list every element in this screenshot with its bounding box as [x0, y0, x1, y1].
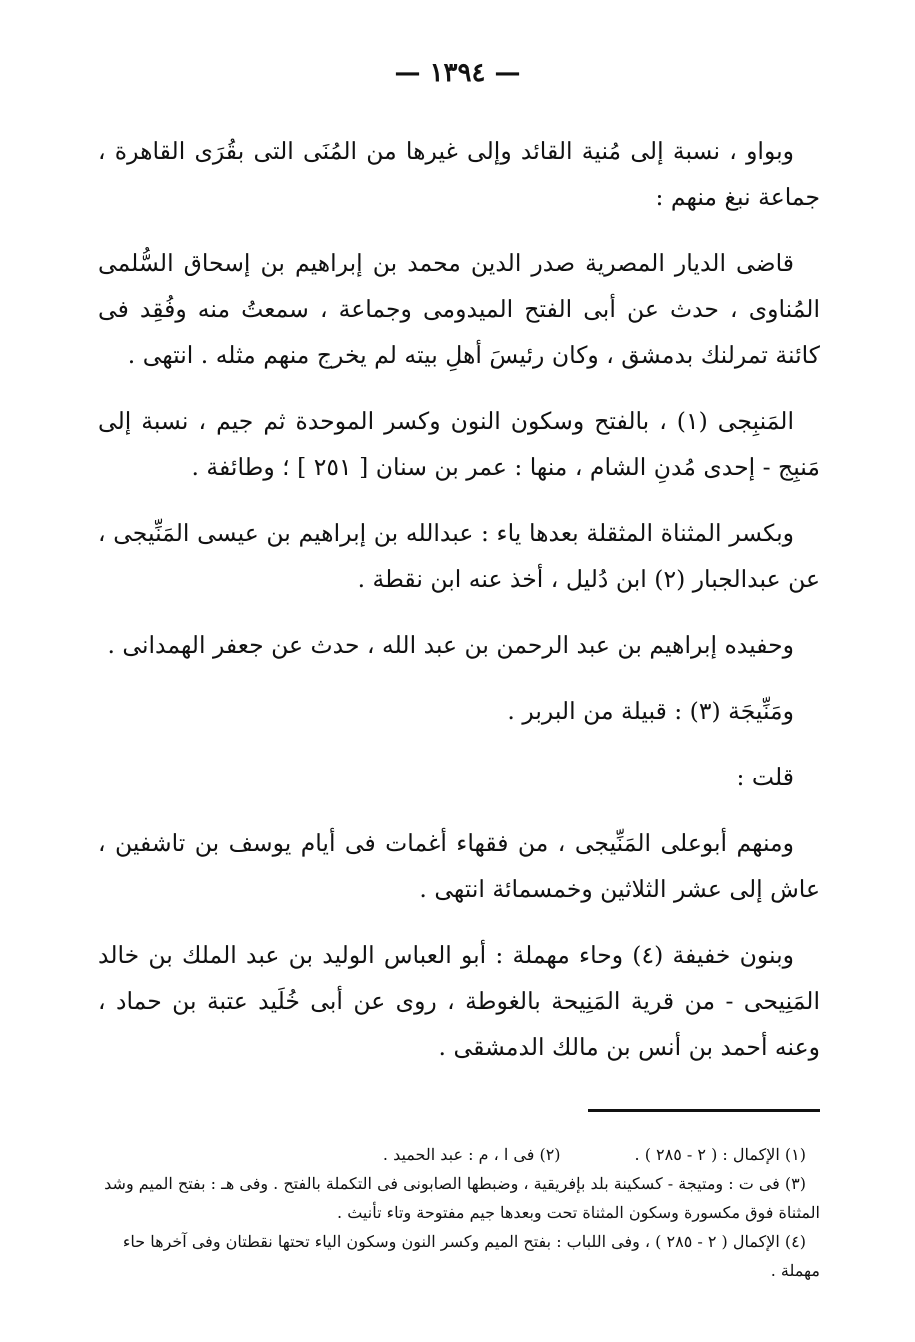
paragraph-mannija-tribe: ومَنِّيجَة (٣) : قبيلة من البربر . — [507, 697, 794, 725]
footnote-1: (١) الإكمال : ( ٢ - ٢٨٥ ) . — [634, 1145, 806, 1164]
paragraph-hafiduhu: وحفيده إبراهيم بن عبد الرحمن بن عبد الله ، حدث عن جعفر الهمدانى . — [107, 631, 794, 659]
paragraph-qadi-munawi: قاضى الديار المصرية صدر الدين محمد بن إبراهيم بن إسحاق السُّلمى المُناوى ، حدث عن أبى الفتح الميدومى وجماعة ، سمعتُ منه وفُقِد فى كائنة تمرلنك بدمشق ، وكان رئيسَ أهلِ بيته لم يخرج منهم مثله . انتهى . — [98, 249, 820, 369]
footnote-row-1-2 — [98, 1140, 820, 1169]
paragraph-abdallah-manniji: وبكسر المثناة المثقلة بعدها ياء : عبدالله بن إبراهيم بن عيسى المَنِّيجى ، عن عبدالجبار (٢) ابن دُليل ، أخذ عنه ابن نقطة . — [98, 519, 820, 593]
page-number: — ١٣٩٤ — — [394, 58, 521, 88]
footnote-4: (٤) الإكمال ( ٢ - ٢٨٥ ) ، وفى اللباب : بفتح الميم وكسر النون وسكون الياء تحتها نقطتان وفى آخرها حاء مهملة . — [122, 1232, 820, 1280]
paragraph-abu-ali: ومنهم أبوعلى المَنِّيجى ، من فقهاء أغمات فى أيام يوسف بن تاشفين ، عاش إلى عشر الثلاثين وخمسمائة انتهى . — [98, 829, 820, 903]
footnotes — [98, 1140, 820, 1285]
footnote-3: (٣) فى ت : ومتيجة - كسكينة بلد بإفريقية ، وضبطها الصابونى فى التكملة بالفتح . وفى هـ : بفتح الميم وشد المثناة فوق مكسورة وسكون المثناة تحت وبعدها جيم مفتوحة وتاء تأنيث . — [104, 1174, 820, 1222]
footnote-2: (٢) فى ا ، م : عبد الحميد . — [382, 1145, 561, 1164]
main-text — [98, 128, 820, 1090]
paragraph-qultu: قلت : — [736, 763, 794, 791]
paragraph-munya: وبواو ، نسبة إلى مُنية القائد وإلى غيرها من المُنَى التى بقُرَى القاهرة ، جماعة نبغ منهم : — [98, 137, 820, 211]
paragraph-manbiji: المَنبِجى (١) ، بالفتح وسكون النون وكسر الموحدة ثم جيم ، نسبة إلى مَنبِج - إحدى مُدنِ الشام ، منها : عمر بن سنان [ ٢٥١ ] ؛ وطائفة . — [98, 407, 820, 481]
footnote-divider — [588, 1109, 820, 1112]
paragraph-manihi: وبنون خفيفة (٤) وحاء مهملة : أبو العباس الوليد بن عبد الملك بن خالد المَنِيحى - من قرية المَنِيحة بالغوطة ، روى عن أبى خُلَيد عتبة بن حماد ، وعنه أحمد بن أنس بن مالك الدمشقى . — [98, 941, 820, 1061]
